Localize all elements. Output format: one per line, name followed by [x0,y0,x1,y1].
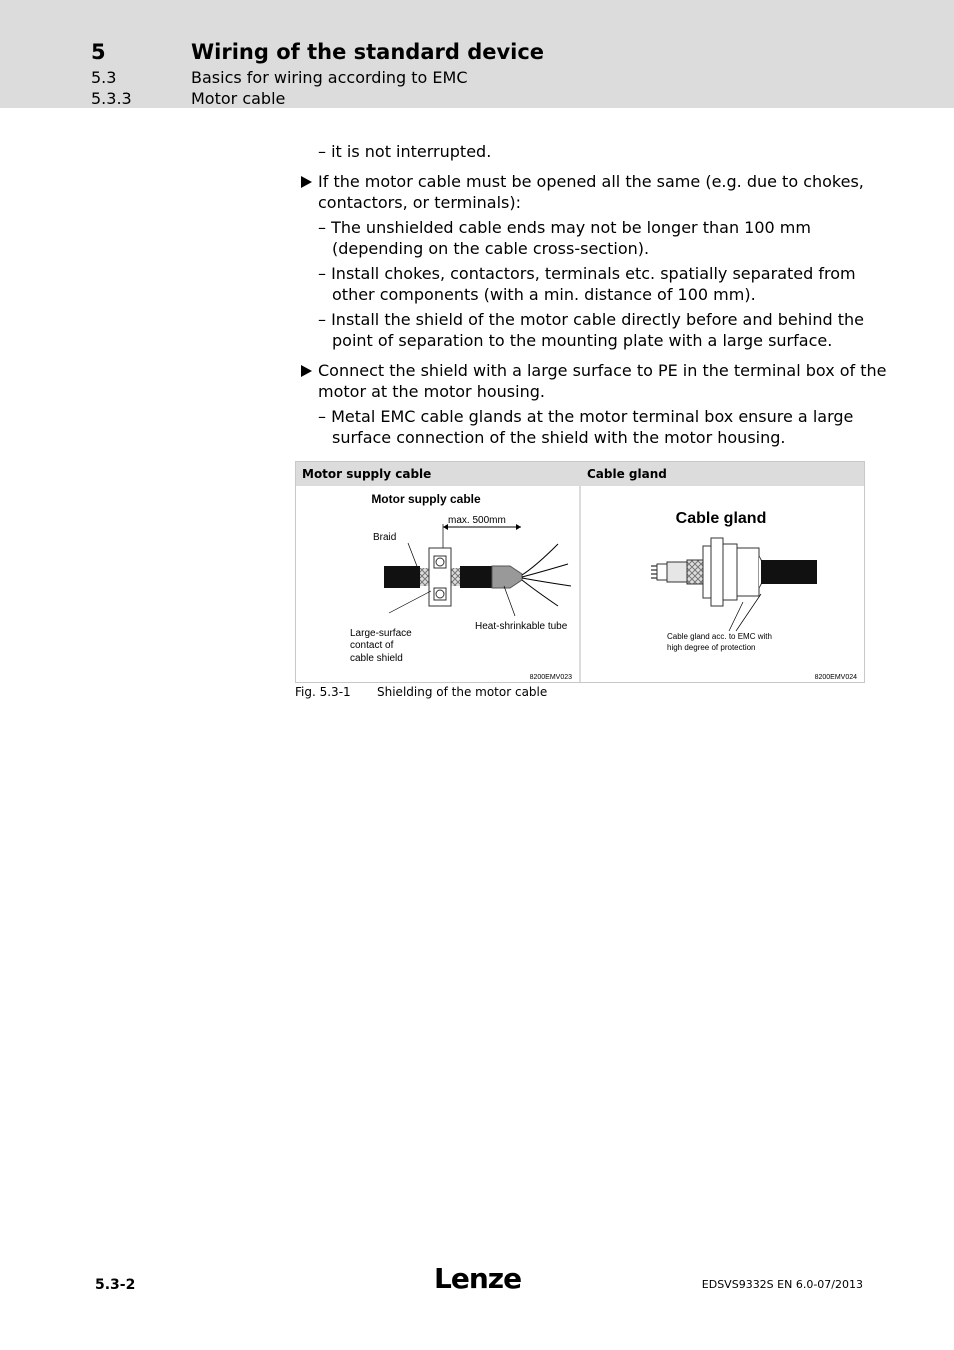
contact-label-line3: cable shield [350,653,403,664]
text-line: Connect the shield with a large surface to PE in the terminal box of the [318,361,887,380]
caption-text: Shielding of the motor cable [377,685,548,699]
section-number: 5.3 [91,68,117,87]
text-line: If the motor cable must be opened all the same (e.g. due to chokes, [318,172,864,191]
gland-flange [703,546,711,598]
left-figure-code: 8200EMV023 [529,674,572,681]
gland-note-line1: Cable gland acc. to EMC with [667,632,772,641]
right-figure-code: 8200EMV024 [814,674,857,681]
heat-shrink-label: Heat-shrinkable tube [475,621,568,632]
subsection-title: Motor cable [191,89,286,108]
figure-table [295,461,865,683]
chapter-title: Wiring of the standard device [191,40,545,64]
text-line: contactors, or terminals): [318,193,522,212]
text-line: – Install the shield of the motor cable directly before and behind the [318,310,864,329]
text-line: other components (with a min. distance of 100 mm). [332,285,756,304]
cable-jacket-right [460,566,492,588]
text-line: – The unshielded cable ends may not be longer than 100 mm [318,218,811,237]
page-number: 5.3-2 [95,1277,136,1293]
left-figure-title: Motor supply cable [371,492,481,506]
text-line: point of separation to the mounting plate with a large surface. [332,331,833,350]
braid-label: Braid [373,532,397,543]
subsection-number: 5.3.3 [91,89,132,108]
text-line: (depending on the cable cross-section). [332,239,650,258]
page-header [0,0,954,108]
gland-braid [687,560,703,584]
contact-label-line2: contact of [350,640,394,651]
contact-label-line1: Large-surface [350,628,412,639]
inner-sleeve [667,562,687,582]
text-line: – Metal EMC cable glands at the motor terminal box ensure a large [318,407,854,426]
cable-jacket-left [384,566,420,588]
max-length-label: max. 500mm [448,515,506,526]
caption-number: Fig. 5.3-1 [295,685,351,699]
chapter-number: 5 [91,40,106,64]
motor-supply-cable-illustration [296,486,579,682]
lenze-logo: Lenze [434,1262,522,1295]
text-line: – it is not interrupted. [318,142,492,161]
gland-cable-jacket [761,560,817,584]
arrow-bullet-icon [300,361,312,382]
figure-header-right: Cable gland [581,462,864,486]
text-line: motor at the motor housing. [318,382,545,401]
heat-shrink-tube [492,566,522,588]
figure-header-left: Motor supply cable [296,462,579,486]
gland-note-line2: high degree of protection [667,643,756,652]
cable-gland-illustration [581,486,864,682]
section-title: Basics for wiring according to EMC [191,68,468,87]
document-id: EDSVS9332S EN 6.0-07/2013 [701,1278,863,1291]
arrow-bullet-icon [300,172,312,193]
gland-cap [737,548,759,596]
text-line: surface connection of the shield with the motor housing. [332,428,786,447]
right-figure-title: Cable gland [675,510,767,527]
gland-nut [711,538,723,606]
text-line: – Install chokes, contactors, terminals etc. spatially separated from [318,264,856,283]
cable-cores [657,564,667,580]
